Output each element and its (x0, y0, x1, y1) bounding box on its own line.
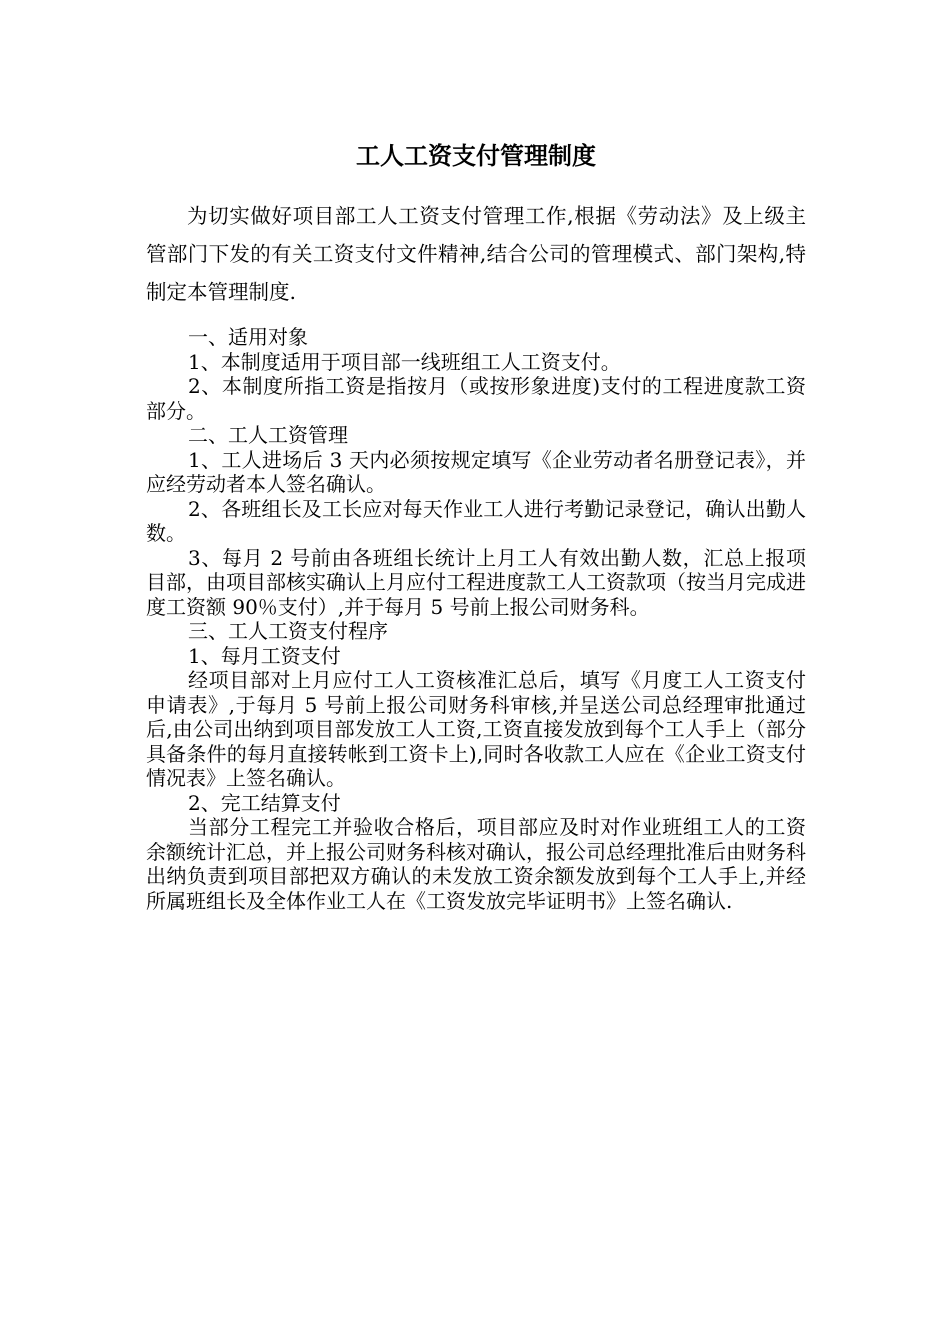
paragraph: 当部分工程完工并验收合格后，项目部应及时对作业班组工人的工资余额统计汇总，并上报公司财务科核对确认，报公司总经理批准后由财务科出纳负责到项目部把双方确认的未发放工资余额发放到每个工人手上,并经所属班组长及全体作业工人在《工资发放完毕证明书》上签名确认. (146, 815, 806, 913)
subheading-completion: 2、完工结算支付 (188, 790, 341, 815)
document-body (146, 325, 806, 913)
subheading-monthly: 1、每月工资支付 (188, 643, 341, 668)
paragraph: 1、本制度适用于项目部一线班组工人工资支付。 (188, 349, 621, 374)
intro-paragraph: 为切实做好项目部工人工资支付管理工作,根据《劳动法》及上级主管部门下发的有关工资支付文件精神,结合公司的管理模式、部门架构,特制定本管理制度. (146, 204, 806, 304)
document-title: 工人工资支付管理制度 (356, 141, 596, 170)
section-heading-management: 二、工人工资管理 (188, 423, 348, 447)
section-heading-procedure: 三、工人工资支付程序 (188, 619, 388, 643)
paragraph: 2、各班组长及工长应对每天作业工人进行考勤记录登记，确认出勤人数。 (146, 496, 806, 545)
paragraph: 3、每月 2 号前由各班组长统计上月工人有效出勤人数，汇总上报项目部，由项目部核实确认上月应付工程进度款工人工资款项（按当月完成进度工资额 90％支付）,并于每月 5 号前上报公司财务科。 (146, 545, 806, 619)
paragraph: 1、工人进场后 3 天内必须按规定填写《企业劳动者名册登记表》，并应经劳动者本人签名确认。 (146, 447, 806, 496)
document-page (146, 128, 806, 913)
section-heading-scope: 一、适用对象 (188, 325, 308, 349)
paragraph: 经项目部对上月应付工人工资核准汇总后，填写《月度工人工资支付申请表》,于每月 5 号前上报公司财务科审核,并呈送公司总经理审批通过后,由公司出纳到项目部发放工人工资,工资直接发放到每个工人手上（部分具备条件的每月直接转帐到工资卡上),同时各收款工人应在《企业工资支付情况表》上签名确认。 (146, 668, 806, 790)
paragraph: 2、本制度所指工资是指按月（或按形象进度)支付的工程进度款工资部分。 (146, 374, 806, 423)
